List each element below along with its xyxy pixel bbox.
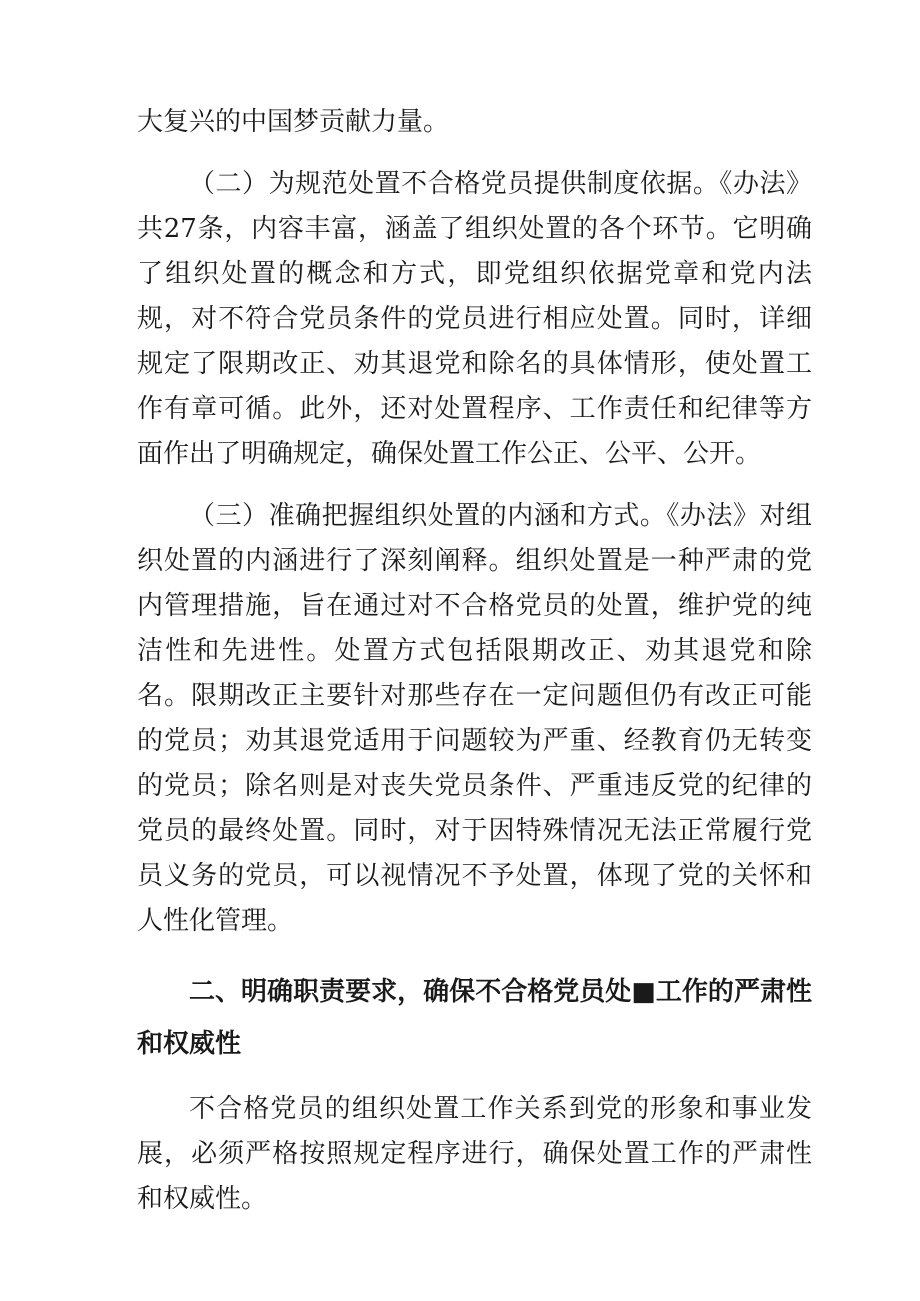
paragraph-section-three: （三）准确把握组织处置的内涵和方式。《办法》对组织处置的内涵进行了深刻阐释。组织处置是一种严肃的党内管理措施，旨在通过对不合格党员的处置，维护党的纯洁性和先进性。处置方式包括限期改正、劝其退党和除名。限期改正主要针对那些存在一定问题但仍有改正可能的党员；劝其退党适用于问题较为严重、经教育仍无转变的党员；除名则是对丧失党员条件、严重违反党的纪律的党员的最终处置。同时，对于因特殊情况无法正常履行党员义务的党员，可以视情况不予处置，体现了党的关怀和人性化管理。 xyxy=(137,501,812,936)
paragraph-closing: 不合格党员的组织处置工作关系到党的形象和事业发展，必须严格按照规定程序进行，确保处置工作的严肃性和权威性。 xyxy=(137,1094,812,1214)
section-heading: 二、明确职责要求，确保不合格党员处■工作的严肃性和权威性 xyxy=(137,977,812,1059)
paragraph-section-two: （二）为规范处置不合格党员提供制度依据。《办法》共27条，内容丰富，涵盖了组织处置的各个环节。它明确了组织处置的概念和方式，即党组织依据党章和党内法规，对不符合党员条件的党员进行相应处置。同时，详细规定了限期改正、劝其退党和除名的具体情形，使处置工作有章可循。此外，还对处置程序、工作责任和纪律等方面作出了明确规定，确保处置工作公正、公平、公开。 xyxy=(137,169,812,469)
paragraph-continuation: 大复兴的中国梦贡献力量。 xyxy=(137,107,450,137)
